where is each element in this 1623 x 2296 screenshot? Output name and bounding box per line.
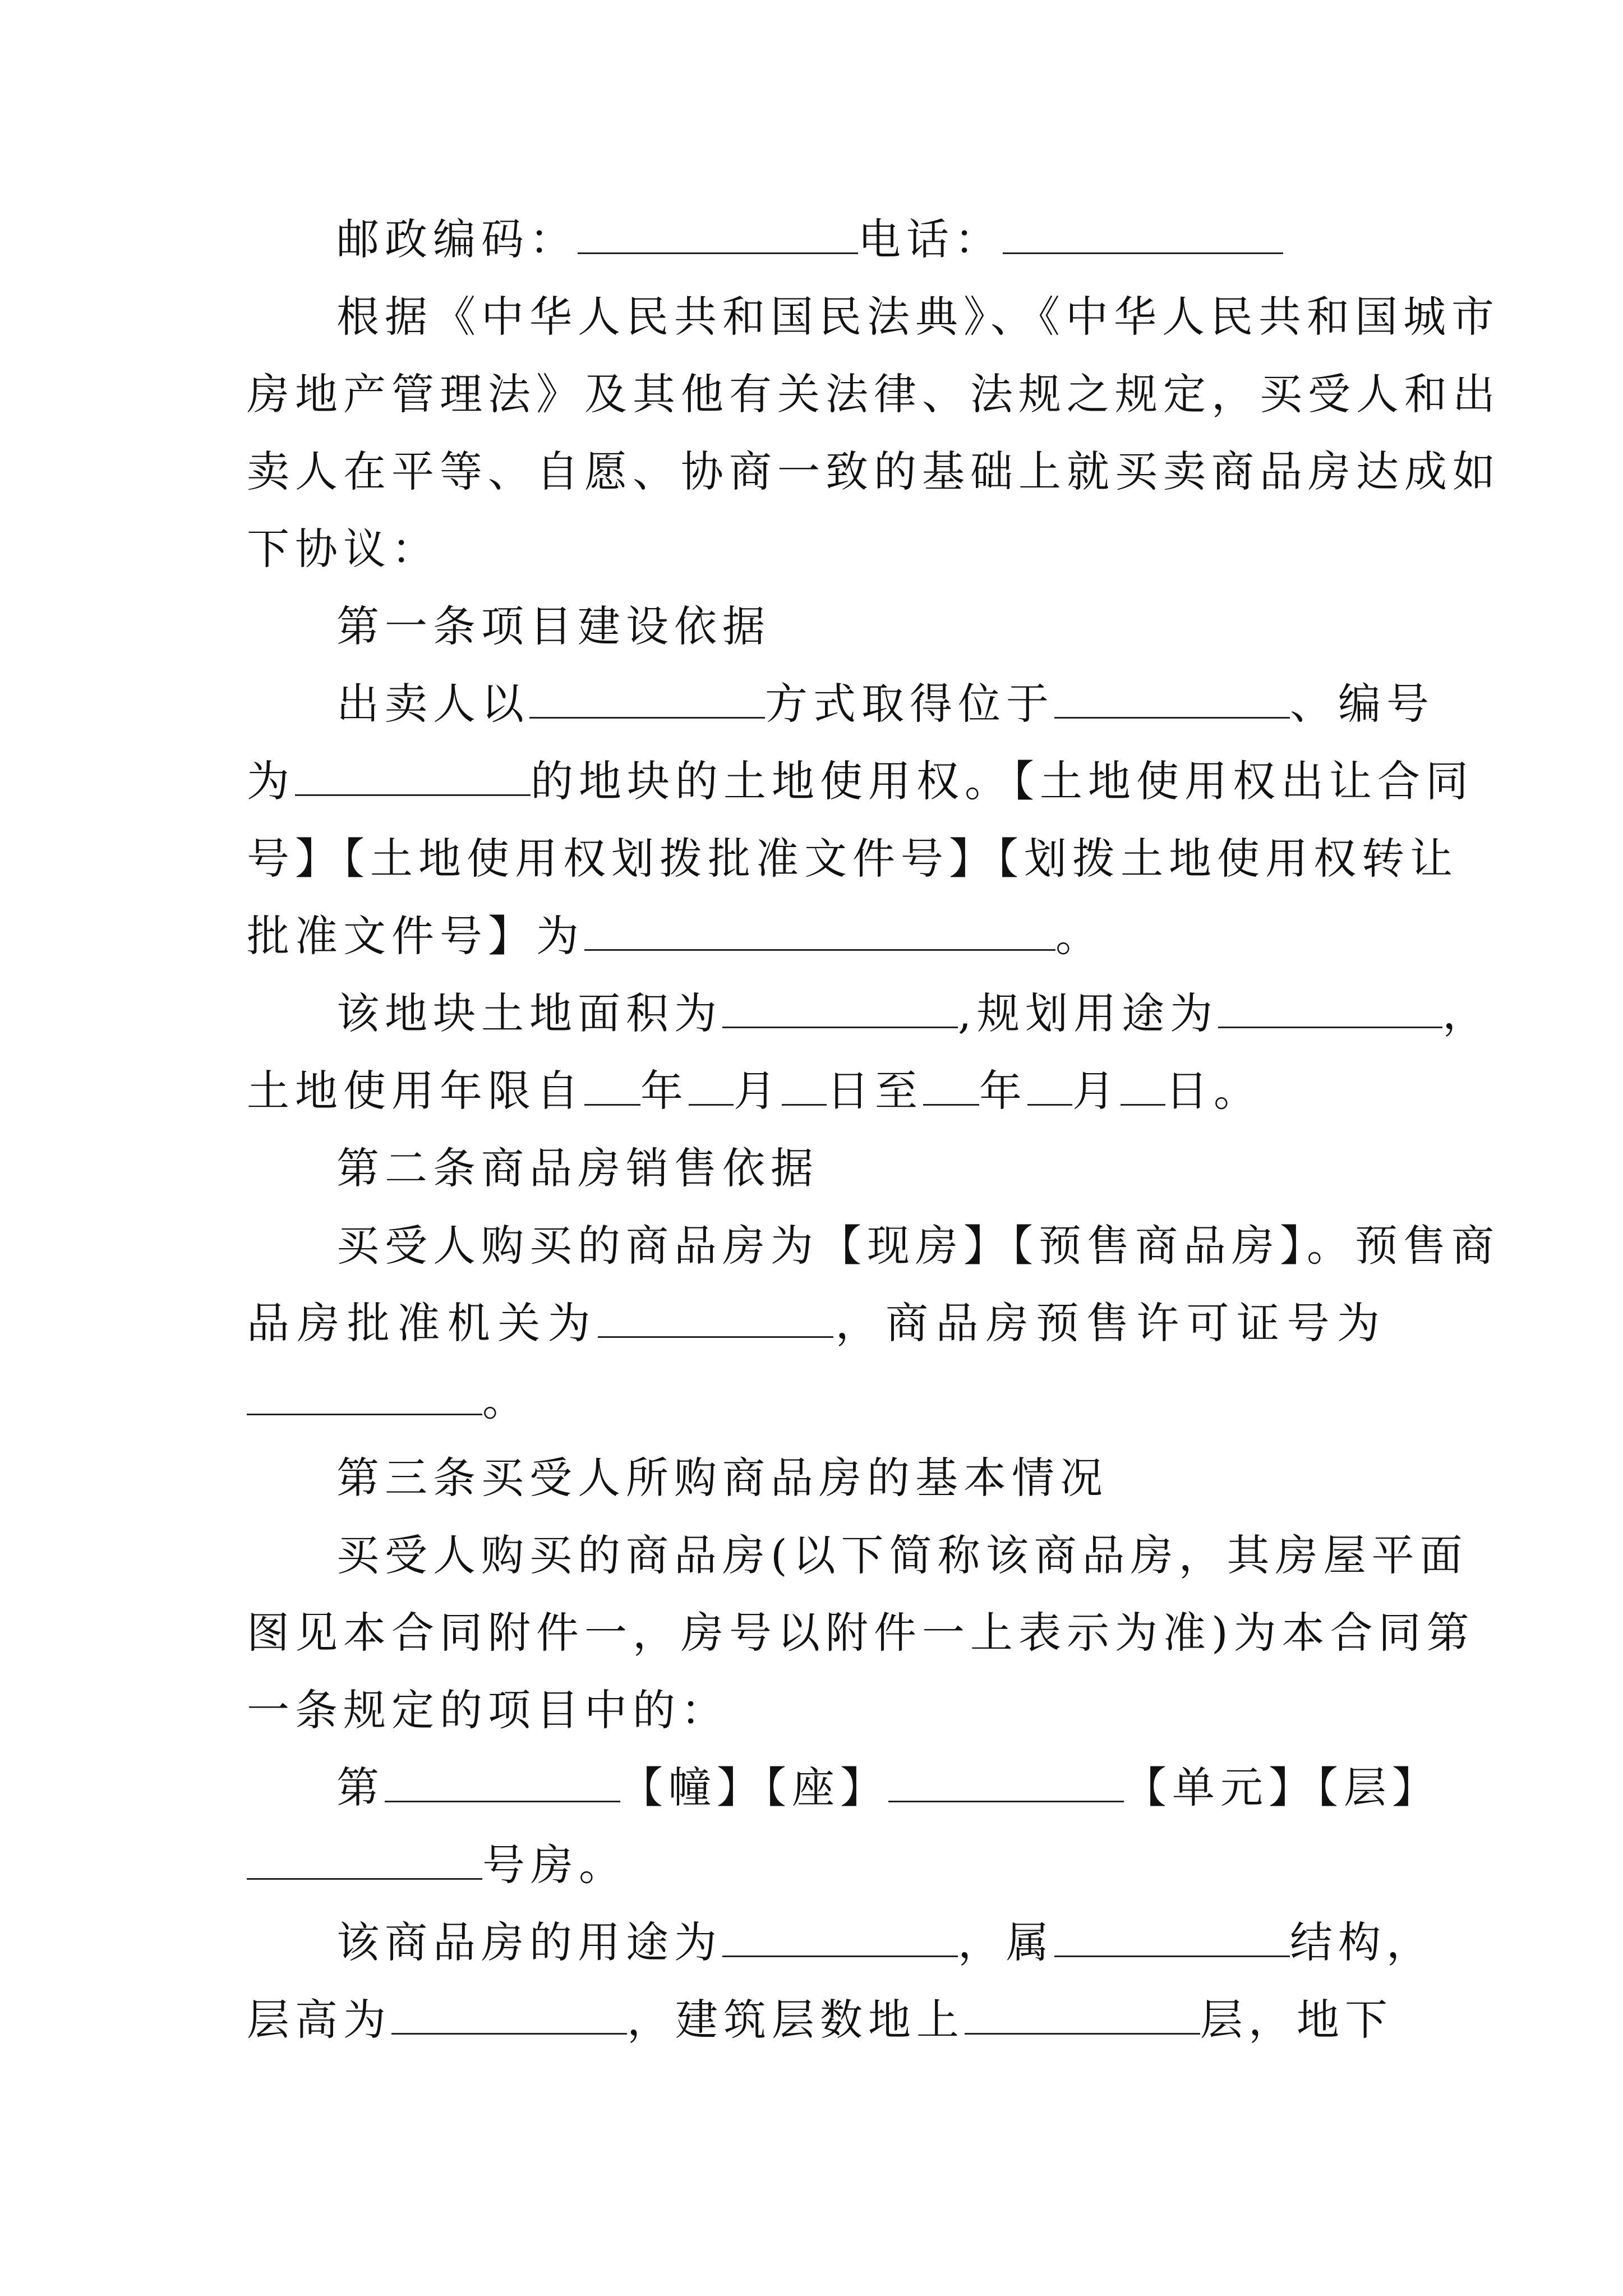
start-day-blank [782,1070,827,1106]
text-segment: ,规划用途为 [958,988,1219,1038]
text-segment: 【幢】【座】 [620,1763,888,1812]
article-1-line-1 [336,670,1435,738]
text-segment: 月 [1072,1066,1121,1116]
room-number-blank [247,1844,482,1880]
text-segment: 方式取得位于 [765,679,1054,729]
end-month-blank [1027,1070,1072,1106]
text-segment: 为 [247,756,295,806]
text-segment: ，商品房预售许可证号为 [833,1298,1386,1348]
text-segment: 层，地下 [1200,1995,1393,2045]
text-segment: 的地块的土地使用权。【土地使用权出让合同 [531,756,1474,806]
preamble-line-2: 房地产管理法》及其他有关法律、法规之规定，买受人和出 [247,369,1501,419]
property-use-blank [722,1922,958,1957]
land-term-line [247,1057,1385,1125]
text-segment: 日。 [1165,1066,1262,1116]
article-2-line-2 [247,1290,1385,1357]
article-1-line-2 [247,748,1474,815]
preamble-line-1: 根据《中华人民共和国民法典》、《中华人民共和国城市 [336,292,1500,342]
text-segment: 该地块土地面积为 [336,988,722,1038]
text-segment: 第 [336,1763,385,1812]
parcel-number-blank [295,761,531,796]
article-3-line-2: 图见本合同附件一，房号以附件一上表示为准)为本合同第 [247,1608,1475,1658]
text-segment: 。 [1055,911,1104,961]
planned-use-blank [1218,993,1442,1028]
phone-label: 电话： [858,214,1003,264]
unit-floor-blank [888,1767,1124,1802]
postal-code-blank [578,219,858,254]
text-segment: 出卖人以 [336,679,529,729]
start-year-blank [584,1070,640,1106]
end-year-blank [923,1070,979,1106]
floor-height-blank [391,1999,627,2035]
structure-type-blank [1054,1922,1290,1957]
text-segment: 年 [640,1066,689,1116]
article-1-line-4 [247,903,1385,970]
text-segment: 层高为 [247,1995,391,2045]
start-month-blank [689,1070,734,1106]
text-segment: 号房。 [482,1840,627,1890]
text-segment: 品房批准机关为 [247,1298,598,1348]
text-segment: 年 [979,1066,1027,1116]
text-segment: 月 [734,1066,782,1116]
article-2-line-3 [247,1367,1385,1434]
floor-height-line [247,1986,1393,2054]
presale-permit-number-blank [247,1380,482,1415]
approval-doc-number-blank [584,915,1055,951]
text-segment: ，建筑层数地上 [627,1995,965,2045]
land-area-blank [722,993,958,1028]
text-segment: 土地使用年限自 [247,1066,584,1116]
text-segment: 【单元】【层】 [1124,1763,1440,1812]
room-number-line [247,1832,1385,1899]
building-number-blank [385,1767,620,1802]
article-3-heading: 第三条买受人所购商品房的基本情况 [336,1453,1108,1503]
text-segment: 、编号 [1290,679,1435,729]
land-location-blank [1054,683,1290,719]
article-1-line-3: 号】【土地使用权划拨批准文件号】【划拨土地使用权转让 [247,834,1458,884]
text-segment: 批准文件号】为 [247,911,584,961]
phone-blank [1003,219,1283,254]
above-ground-floors-blank [965,1999,1200,2035]
unit-location-line [336,1754,1440,1821]
end-day-blank [1121,1070,1165,1106]
acquisition-method-blank [529,683,765,719]
article-3-line-3: 一条规定的项目中的： [247,1685,729,1735]
article-3-line-1: 买受人购买的商品房(以下简称该商品房，其房屋平面 [336,1530,1468,1580]
preamble-line-3: 卖人在平等、自愿、协商一致的基础上就买卖商品房达成如 [247,447,1501,496]
article-2-heading: 第二条商品房销售依据 [336,1143,819,1193]
text-segment: 。 [482,1375,531,1425]
land-area-line [336,980,1491,1047]
postal-code-label: 邮政编码： [336,214,578,264]
text-segment: ， [1442,988,1491,1038]
text-segment: 结构， [1290,1917,1435,1967]
text-segment: 该商品房的用途为 [336,1917,722,1967]
postal-phone-line [336,206,1385,273]
article-1-heading: 第一条项目建设依据 [336,601,771,651]
property-use-line [336,1909,1435,1976]
approval-authority-blank [598,1303,833,1338]
text-segment: 日至 [827,1066,923,1116]
preamble-line-4: 下协议： [247,524,440,574]
text-segment: ，属 [958,1917,1054,1967]
article-2-line-1: 买受人购买的商品房为【现房】【预售商品房】。预售商 [336,1221,1500,1271]
